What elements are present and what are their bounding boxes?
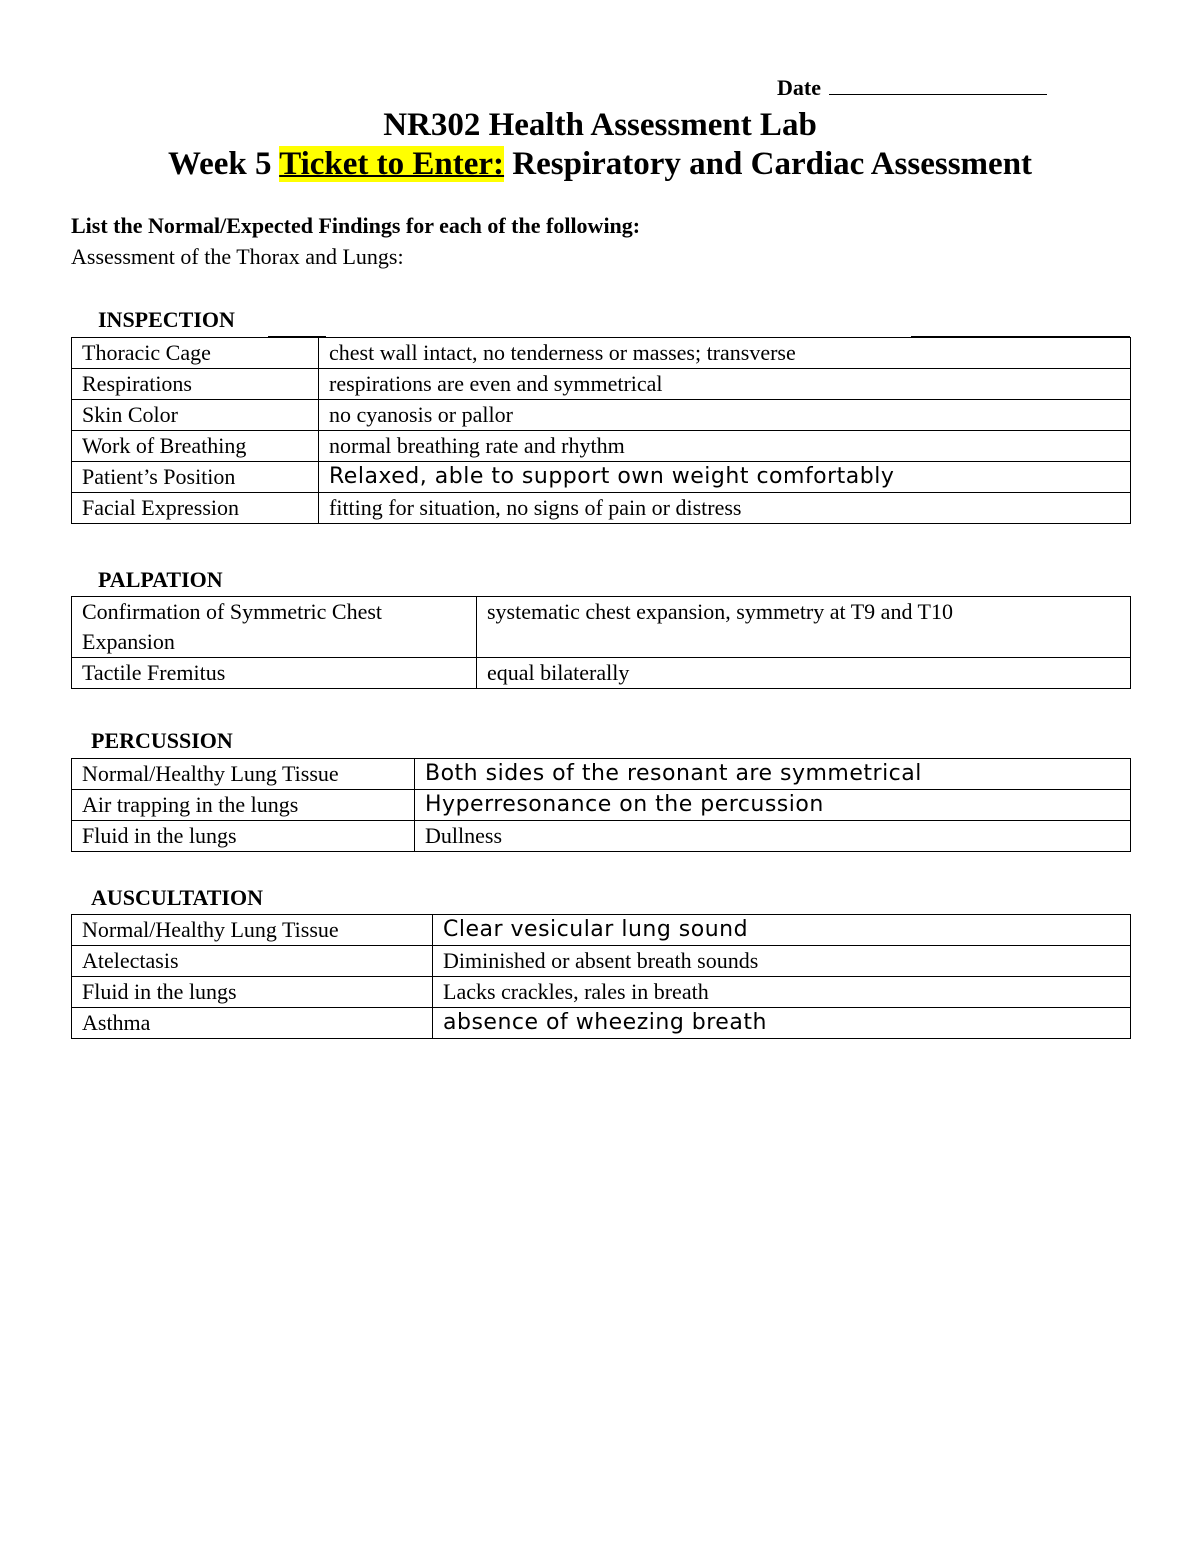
subtitle-suffix: Respiratory and Cardiac Assessment <box>504 146 1033 182</box>
palpation-heading: PALPATION <box>98 567 223 592</box>
table-row <box>72 400 1131 431</box>
table-label-cell: Respirations <box>72 369 319 400</box>
table-row <box>72 759 1131 790</box>
table-value-cell[interactable]: respirations are even and symmetrical <box>319 369 1131 400</box>
table-row <box>72 431 1131 462</box>
percussion-table <box>71 758 1131 852</box>
inspection-table <box>71 337 1131 524</box>
instructions-line: List the Normal/Expected Findings for each of the following: <box>71 213 641 238</box>
table-value-cell[interactable]: Lacks crackles, rales in breath <box>433 977 1131 1008</box>
table-label-cell: Facial Expression <box>72 493 319 524</box>
table-label-cell: Air trapping in the lungs <box>72 790 415 821</box>
table-value-cell[interactable]: systematic chest expansion, symmetry at T9 and T10 <box>477 597 1131 658</box>
date-label: Date <box>777 75 821 100</box>
table-row <box>72 790 1131 821</box>
table-label-cell: Confirmation of Symmetric Chest Expansion <box>72 597 477 658</box>
table-label-cell: Tactile Fremitus <box>72 658 477 689</box>
auscultation-table <box>71 914 1131 1039</box>
table-row <box>72 338 1131 369</box>
assessment-subtitle: Assessment of the Thorax and Lungs: <box>71 244 404 269</box>
table-row <box>72 1008 1131 1039</box>
table-value-cell[interactable]: Diminished or absent breath sounds <box>433 946 1131 977</box>
ticket-highlight: Ticket to Enter: <box>279 146 505 182</box>
inspection-heading: INSPECTION <box>98 307 235 332</box>
table-value-cell[interactable]: equal bilaterally <box>477 658 1131 689</box>
table-value-cell[interactable]: chest wall intact, no tenderness or masses; transverse <box>319 338 1131 369</box>
table-row <box>72 493 1131 524</box>
table-label-cell: Skin Color <box>72 400 319 431</box>
table-value-cell[interactable]: no cyanosis or pallor <box>319 400 1131 431</box>
table-label-cell: Thoracic Cage <box>72 338 319 369</box>
table-row <box>72 597 1131 658</box>
table-value-cell[interactable]: Hyperresonance on the percussion <box>415 790 1131 821</box>
percussion-heading: PERCUSSION <box>91 728 233 753</box>
table-label-cell: Asthma <box>72 1008 433 1039</box>
document-title: NR302 Health Assessment Lab <box>383 107 817 143</box>
table-label-cell: Patient’s Position <box>72 462 319 493</box>
table-label-cell: Normal/Healthy Lung Tissue <box>72 915 433 946</box>
table-row <box>72 658 1131 689</box>
document-subtitle <box>0 145 1200 183</box>
table-value-cell[interactable]: absence of wheezing breath <box>433 1008 1131 1039</box>
table-value-cell[interactable]: Clear vesicular lung sound <box>433 915 1131 946</box>
table-row <box>72 915 1131 946</box>
date-blank-line[interactable] <box>829 74 1047 95</box>
table-row <box>72 462 1131 493</box>
inspection-fill-line <box>911 336 1130 337</box>
table-row <box>72 946 1131 977</box>
table-label-cell: Atelectasis <box>72 946 433 977</box>
table-label-cell: Fluid in the lungs <box>72 977 433 1008</box>
table-row <box>72 369 1131 400</box>
table-row <box>72 821 1131 852</box>
table-value-cell[interactable]: Both sides of the resonant are symmetrical <box>415 759 1131 790</box>
palpation-table <box>71 596 1131 689</box>
table-value-cell[interactable]: fitting for situation, no signs of pain or distress <box>319 493 1131 524</box>
table-label-cell: Fluid in the lungs <box>72 821 415 852</box>
date-field <box>777 74 1047 101</box>
table-label-cell: Normal/Healthy Lung Tissue <box>72 759 415 790</box>
table-value-cell[interactable]: normal breathing rate and rhythm <box>319 431 1131 462</box>
table-row <box>72 977 1131 1008</box>
table-value-cell[interactable]: Dullness <box>415 821 1131 852</box>
subtitle-prefix: Week 5 <box>167 146 280 182</box>
table-label-cell: Work of Breathing <box>72 431 319 462</box>
auscultation-heading: AUSCULTATION <box>91 885 263 910</box>
table-value-cell[interactable]: Relaxed, able to support own weight comfortably <box>319 462 1131 493</box>
